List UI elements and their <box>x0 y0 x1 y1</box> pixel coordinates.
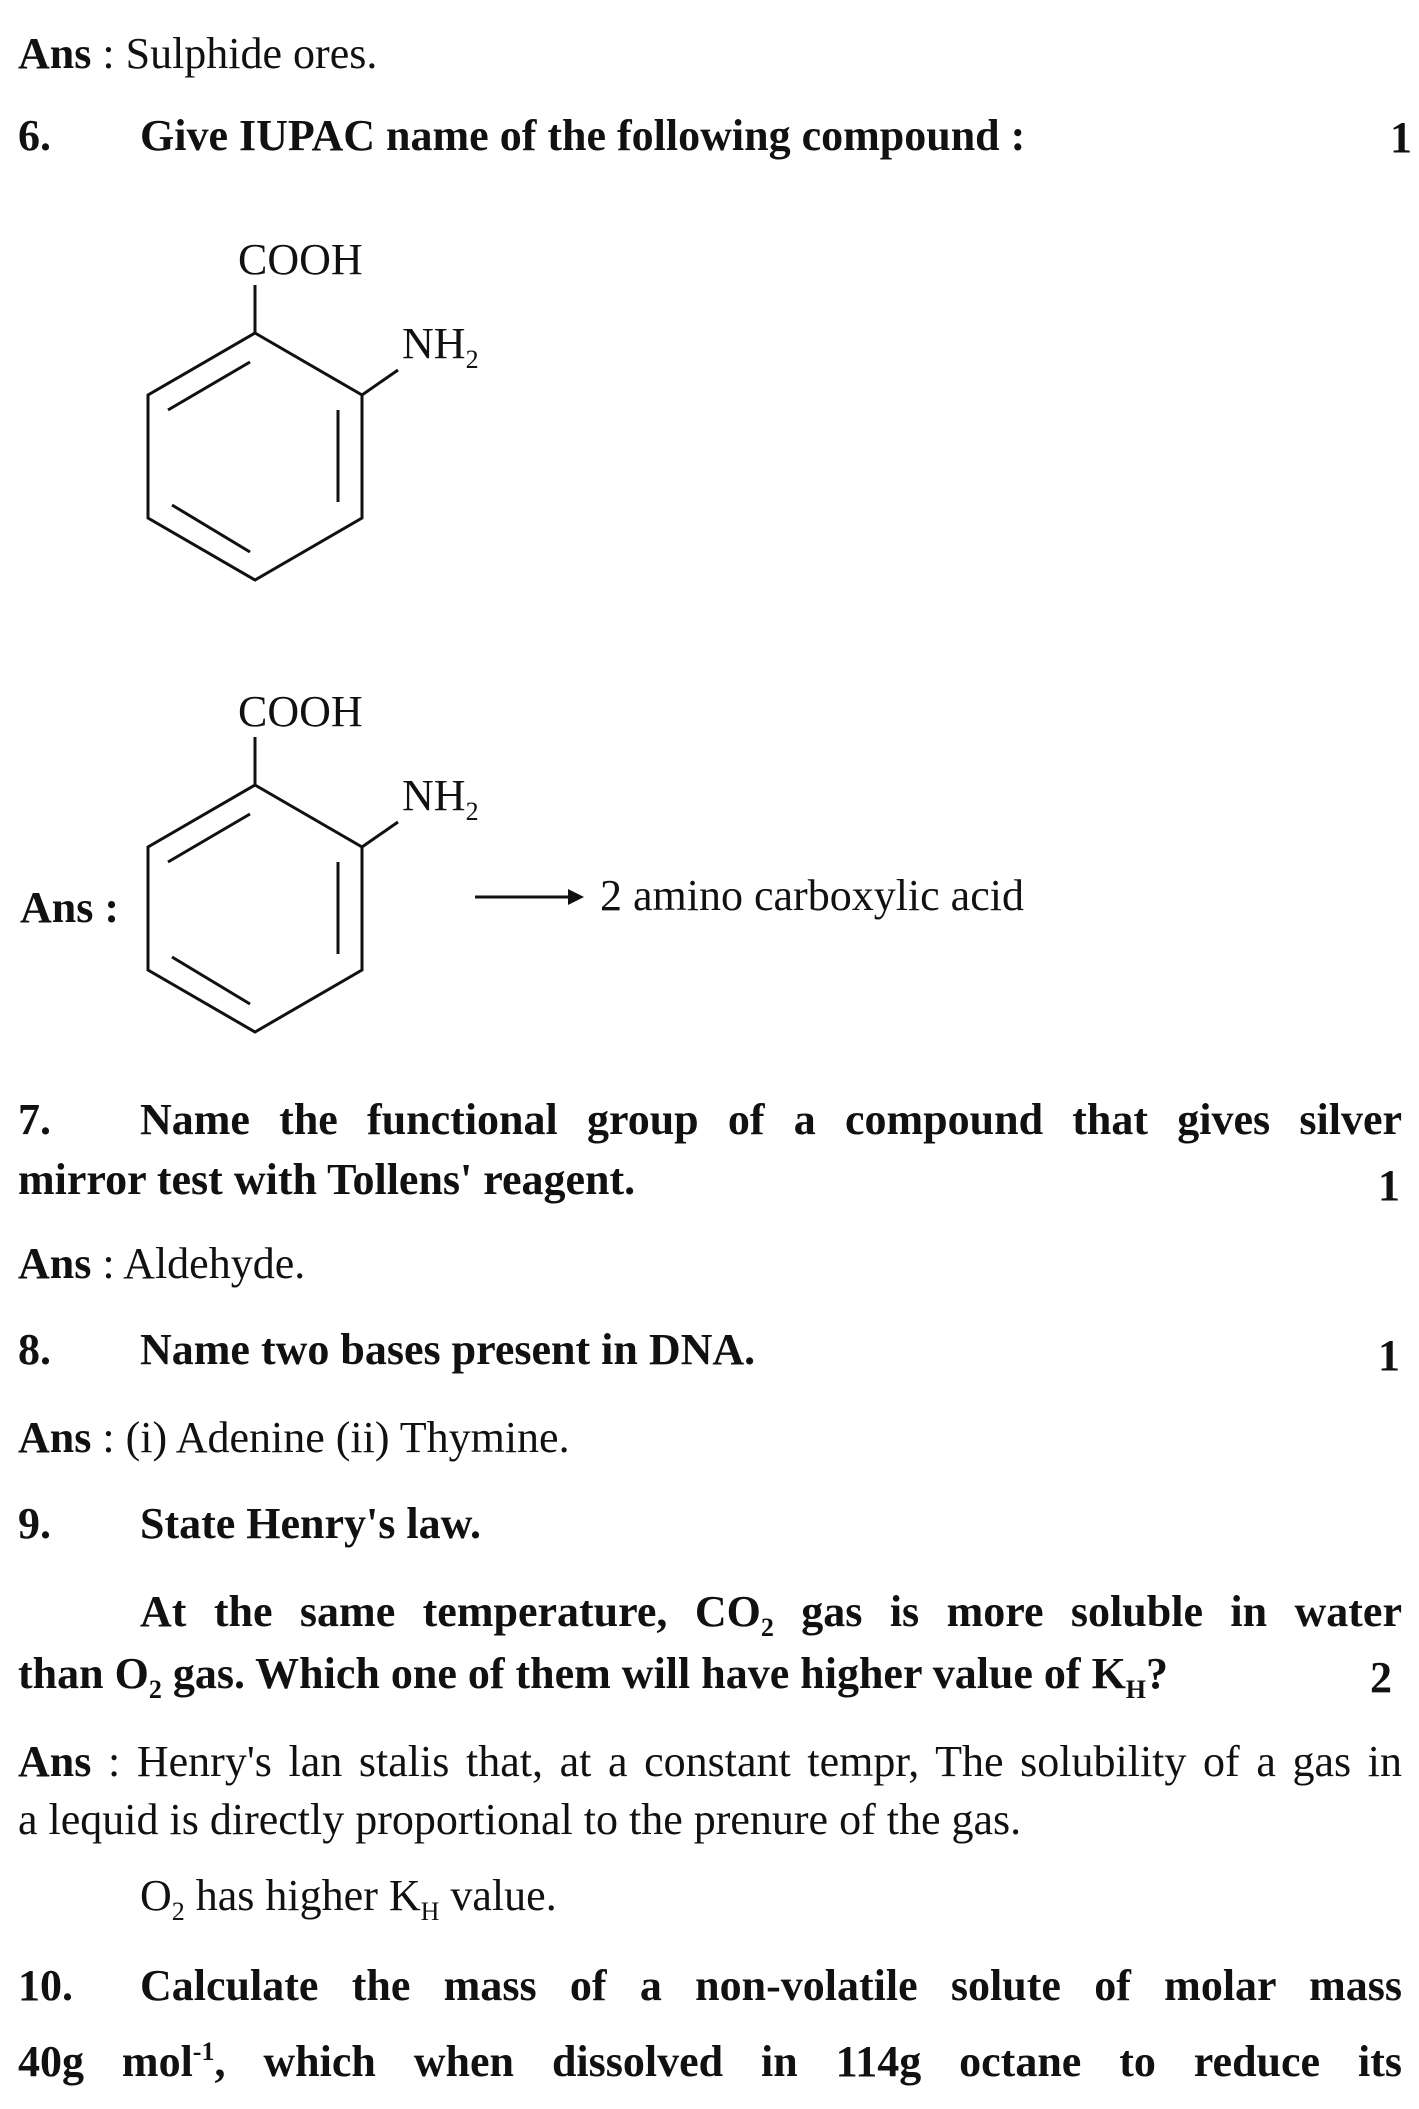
question-7-number: 7. <box>18 1095 51 1144</box>
a9-subscript: 2 <box>171 1897 185 1926</box>
q9-text-b: gas. Which one of them will have higher value of K <box>161 1649 1126 1698</box>
answer-label: Ans <box>18 1413 92 1462</box>
answer-label: Ans <box>18 1239 92 1288</box>
answer-text: : Henry's lan stalis that, at a constant tempr, The solubility of a gas in <box>108 1737 1402 1786</box>
answer-8 <box>18 1412 570 1464</box>
answer-text: : Sulphide ores. <box>102 29 378 78</box>
nh-subscript: 2 <box>465 797 479 826</box>
question-7-marks: 1 <box>1378 1161 1400 1210</box>
answer-text: : Aldehyde. <box>102 1239 306 1288</box>
answer-9-line-3 <box>140 1870 557 1938</box>
a9-text-b: has higher K <box>184 1871 421 1920</box>
question-7-line-2: mirror test with Tollens' reagent. <box>18 1155 636 1204</box>
nh-text: NH <box>402 771 466 820</box>
answer-label: Ans <box>18 29 92 78</box>
q9-subscript-h: H <box>1125 1675 1147 1704</box>
a9-subscript-h: H <box>420 1897 440 1926</box>
answer-text: : (i) Adenine (ii) Thymine. <box>102 1413 570 1462</box>
inner-double-bond-3 <box>172 957 250 1004</box>
question-8-marks: 1 <box>1378 1331 1400 1380</box>
question-7-line-1: Name the functional group of a compound that gives silver <box>140 1095 1402 1144</box>
inner-double-bond-1 <box>168 814 250 862</box>
q9-subscript: 2 <box>148 1675 162 1704</box>
question-8-number: 8. <box>18 1325 51 1374</box>
arrow-head <box>568 889 584 905</box>
question-9-marks: 2 <box>1370 1653 1392 1702</box>
answer-6-label <box>20 882 119 934</box>
question-9-para-line-2 <box>18 1648 1168 1716</box>
question-8-text: Name two bases present in DNA. <box>140 1325 756 1374</box>
q9-text-a: than O <box>18 1649 149 1698</box>
question-9-text: State Henry's law. <box>140 1499 481 1548</box>
ring-hexagon <box>148 785 362 1032</box>
answer-label: Ans <box>18 1737 92 1786</box>
nh-text: NH <box>402 319 466 368</box>
question-10-number: 10. <box>18 1961 73 2010</box>
q10-text-a: 40g mol <box>18 2037 193 2086</box>
a9-text-a: O <box>140 1871 172 1920</box>
q9-text-b: gas is more soluble in water <box>773 1587 1402 1636</box>
answer-9-line-2: a lequid is directly proportional to the prenure of the gas. <box>18 1795 1022 1844</box>
q9-subscript: 2 <box>760 1613 774 1642</box>
answer-label: Ans <box>20 883 94 932</box>
q10-text-b: , which when dissolved in 114g octane to reduce its <box>214 2037 1402 2086</box>
structure-2-cooh-label: COOH <box>238 687 363 736</box>
question-6-marks: 1 <box>1390 113 1412 162</box>
bond-to-nh2 <box>362 822 398 847</box>
question-9-para-line-1 <box>140 1582 1402 1658</box>
a9-text-c: value. <box>439 1871 557 1920</box>
q9-text-c: ? <box>1146 1649 1169 1698</box>
answer-9-line-1 <box>18 1732 1402 1792</box>
q9-text-a: At the same temperature, CO <box>140 1587 761 1636</box>
question-9-number: 9. <box>18 1499 51 1548</box>
structure-1-cooh-label: COOH <box>238 235 363 284</box>
answer-6-result: 2 amino carboxylic acid <box>600 871 1024 920</box>
nh-subscript: 2 <box>465 345 479 374</box>
q10-superscript: -1 <box>192 2037 215 2066</box>
question-6-number: 6. <box>18 111 51 160</box>
question-6-text: Give IUPAC name of the following compound : <box>140 111 1026 160</box>
answer-colon: : <box>104 883 120 932</box>
question-10-line-1: Calculate the mass of a non-volatile solute of molar mass <box>140 1961 1402 2010</box>
question-10-line-2 <box>18 2022 1402 2092</box>
answer-7 <box>18 1238 305 1290</box>
